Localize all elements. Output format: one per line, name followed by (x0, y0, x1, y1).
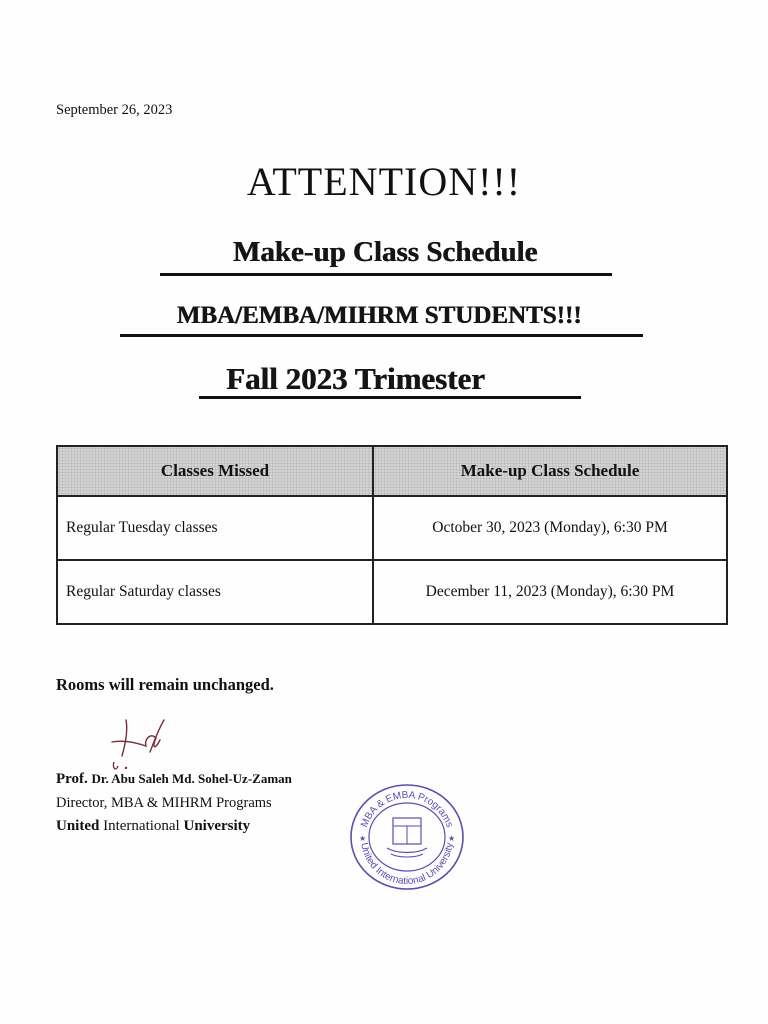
table-row (57, 496, 727, 560)
svg-text:★: ★ (359, 834, 367, 843)
makeup-schedule-cell: December 11, 2023 (Monday), 6:30 PM (373, 560, 727, 624)
signature (104, 712, 174, 778)
attention-title: ATTENTION!!! (246, 159, 522, 204)
makeup-schedule-cell: October 30, 2023 (Monday), 6:30 PM (373, 496, 727, 560)
table-row (57, 560, 727, 624)
header-makeup-schedule: Make-up Class Schedule (373, 446, 727, 496)
classes-missed-cell: Regular Tuesday classes (57, 496, 373, 560)
signature-drawing (104, 712, 174, 778)
table-header-row (57, 446, 727, 496)
svg-text:United International Universit: United International University (358, 841, 456, 888)
university-name-part2: International (99, 818, 184, 834)
university-name-part1: United (56, 818, 100, 834)
svg-text:MBA & EMBA Programs: MBA & EMBA Programs (359, 789, 455, 830)
students-underline (120, 334, 643, 337)
term-heading: Fall 2023 Trimester (226, 361, 485, 396)
signatory-position: Director, MBA & MIHRM Programs (56, 795, 272, 811)
header-classes-missed: Classes Missed (57, 446, 373, 496)
program-seal (347, 782, 467, 892)
schedule-table (56, 445, 728, 625)
signatory-prefix: Prof. (56, 771, 88, 787)
signatory-fullname: Dr. Abu Saleh Md. Sohel-Uz-Zaman (91, 771, 292, 786)
term-underline (199, 396, 581, 399)
students-heading: MBA/EMBA/MIHRM STUDENTS!!! (176, 302, 582, 329)
seal-stamp (347, 782, 467, 892)
rooms-note: Rooms will remain unchanged. (56, 675, 274, 694)
university-name-part3: University (183, 818, 251, 834)
classes-missed-cell: Regular Saturday classes (57, 560, 373, 624)
makeup-underline (160, 273, 612, 276)
svg-text:★: ★ (448, 834, 456, 843)
document-date: September 26, 2023 (56, 102, 173, 118)
signatory-name (56, 771, 292, 788)
makeup-heading: Make-up Class Schedule (232, 236, 538, 268)
university-name (56, 818, 250, 835)
